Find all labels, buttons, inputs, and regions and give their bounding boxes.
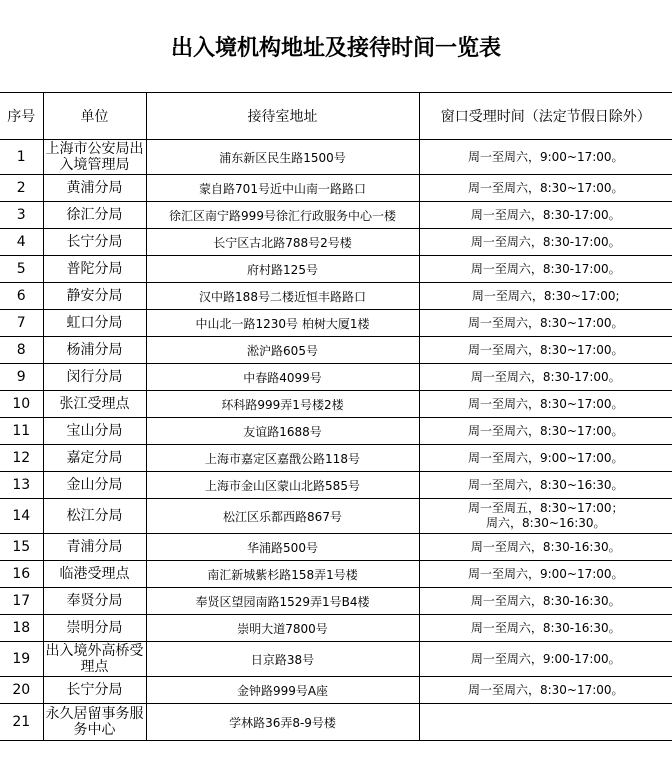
row-unit: 张江受理点 (43, 391, 146, 418)
row-address: 上海市嘉定区嘉戬公路118号 (146, 445, 419, 472)
row-no: 12 (0, 445, 43, 472)
row-no: 11 (0, 418, 43, 445)
row-hours: 周一至周六，8:30-16:30。 (419, 534, 672, 561)
row-address: 浦东新区民生路1500号 (146, 140, 419, 175)
row-no: 3 (0, 202, 43, 229)
row-address: 长宁区古北路788号2号楼 (146, 229, 419, 256)
row-no: 4 (0, 229, 43, 256)
row-unit: 长宁分局 (43, 677, 146, 704)
row-hours: 周一至周六，8:30~17:00。 (419, 391, 672, 418)
page-title: 出入境机构地址及接待时间一览表 (170, 34, 501, 61)
row-hours: 周一至周六，8:30~17:00。 (419, 337, 672, 364)
row-unit: 上海市公安局出入境管理局 (43, 140, 146, 175)
row-address: 府村路125号 (146, 256, 419, 283)
table-row (0, 615, 672, 642)
table-row (0, 499, 672, 534)
row-hours: 周一至周六，8:30~16:30。 (419, 472, 672, 499)
row-unit: 松江分局 (43, 499, 146, 534)
row-hours: 周一至周六，8:30-17:00。 (419, 229, 672, 256)
row-unit: 静安分局 (43, 283, 146, 310)
row-address: 上海市金山区蒙山北路585号 (146, 472, 419, 499)
row-no: 6 (0, 283, 43, 310)
row-hours-line-2: 周六，8:30~16:30。 (485, 516, 606, 530)
row-address: 中春路4099号 (146, 364, 419, 391)
row-address: 崇明大道7800号 (146, 615, 419, 642)
row-no: 2 (0, 175, 43, 202)
row-address: 日京路38号 (146, 642, 419, 677)
table-header-row (0, 93, 672, 140)
row-no: 19 (0, 642, 43, 677)
row-unit: 黄浦分局 (43, 175, 146, 202)
table-row (0, 256, 672, 283)
row-unit: 奉贤分局 (43, 588, 146, 615)
row-address: 南汇新城紫杉路158弄1号楼 (146, 561, 419, 588)
row-no: 5 (0, 256, 43, 283)
row-unit: 出入境外高桥受理点 (43, 642, 146, 677)
row-hours: 周一至周六，8:30-16:30。 (419, 588, 672, 615)
row-unit: 杨浦分局 (43, 337, 146, 364)
row-no: 8 (0, 337, 43, 364)
header-address: 接待室地址 (146, 93, 419, 140)
row-hours: 周一至周六，8:30~17:00。 (419, 310, 672, 337)
row-hours: 周一至周六，8:30-16:30。 (419, 615, 672, 642)
table-row (0, 642, 672, 677)
row-address: 蒙自路701号近中山南一路路口 (146, 175, 419, 202)
table-row (0, 364, 672, 391)
row-unit: 永久居留事务服务中心 (43, 704, 146, 741)
row-hours: 周一至周六，8:30~17:00。 (419, 175, 672, 202)
row-address: 学林路36弄8-9号楼 (146, 704, 419, 741)
row-no: 14 (0, 499, 43, 534)
table-row (0, 561, 672, 588)
row-hours: 周一至周六，8:30-17:00。 (419, 364, 672, 391)
row-unit: 嘉定分局 (43, 445, 146, 472)
header-no: 序号 (0, 93, 43, 140)
row-no: 16 (0, 561, 43, 588)
row-hours: 周一至周六，8:30~17:00。 (419, 677, 672, 704)
table-row (0, 677, 672, 704)
row-no: 7 (0, 310, 43, 337)
row-hours: 周一至周六，8:30-17:00。 (419, 202, 672, 229)
row-unit: 青浦分局 (43, 534, 146, 561)
row-no: 21 (0, 704, 43, 741)
row-unit: 临港受理点 (43, 561, 146, 588)
row-address: 环科路999弄1号楼2楼 (146, 391, 419, 418)
row-no: 10 (0, 391, 43, 418)
row-address: 友谊路1688号 (146, 418, 419, 445)
row-hours (419, 704, 672, 741)
row-no: 17 (0, 588, 43, 615)
row-no: 13 (0, 472, 43, 499)
table-row (0, 337, 672, 364)
row-hours: 周一至周六，9:00~17:00。 (419, 140, 672, 175)
table-row (0, 202, 672, 229)
row-address: 中山北一路1230号 柏树大厦1楼 (146, 310, 419, 337)
row-address: 华浦路500号 (146, 534, 419, 561)
row-unit: 徐汇分局 (43, 202, 146, 229)
row-hours: 周一至周六，8:30~17:00; (419, 283, 672, 310)
row-unit: 崇明分局 (43, 615, 146, 642)
row-hours: 周一至周六，9:00~17:00。 (419, 445, 672, 472)
row-no: 9 (0, 364, 43, 391)
row-no: 15 (0, 534, 43, 561)
table-row (0, 588, 672, 615)
row-unit: 虹口分局 (43, 310, 146, 337)
row-hours (419, 499, 672, 534)
table-row (0, 229, 672, 256)
table-row (0, 175, 672, 202)
table-row (0, 445, 672, 472)
table-row (0, 310, 672, 337)
table-row (0, 140, 672, 175)
row-hours: 周一至周六，8:30~17:00。 (419, 418, 672, 445)
table-row (0, 472, 672, 499)
row-hours: 周一至周六，9:00~17:00。 (419, 561, 672, 588)
row-no: 18 (0, 615, 43, 642)
row-address: 金钟路999号A座 (146, 677, 419, 704)
header-unit: 单位 (43, 93, 146, 140)
table-row (0, 283, 672, 310)
table-row (0, 418, 672, 445)
row-no: 20 (0, 677, 43, 704)
row-hours: 周一至周六，8:30-17:00。 (419, 256, 672, 283)
header-hours: 窗口受理时间（法定节假日除外） (419, 93, 672, 140)
row-unit: 长宁分局 (43, 229, 146, 256)
row-hours-line-1: 周一至周五，8:30~17:00； (467, 501, 624, 515)
row-hours: 周一至周六，9:00-17:00。 (419, 642, 672, 677)
row-unit: 金山分局 (43, 472, 146, 499)
row-no: 1 (0, 140, 43, 175)
row-address: 汉中路188号二楼近恒丰路路口 (146, 283, 419, 310)
row-unit: 普陀分局 (43, 256, 146, 283)
row-address: 松江区乐都西路867号 (146, 499, 419, 534)
row-unit: 宝山分局 (43, 418, 146, 445)
row-unit: 闵行分局 (43, 364, 146, 391)
table-row (0, 534, 672, 561)
agency-table (0, 92, 672, 741)
row-address: 淞沪路605号 (146, 337, 419, 364)
table-row (0, 704, 672, 741)
row-address: 徐汇区南宁路999号徐汇行政服务中心一楼 (146, 202, 419, 229)
table-row (0, 391, 672, 418)
row-address: 奉贤区望园南路1529弄1号B4楼 (146, 588, 419, 615)
